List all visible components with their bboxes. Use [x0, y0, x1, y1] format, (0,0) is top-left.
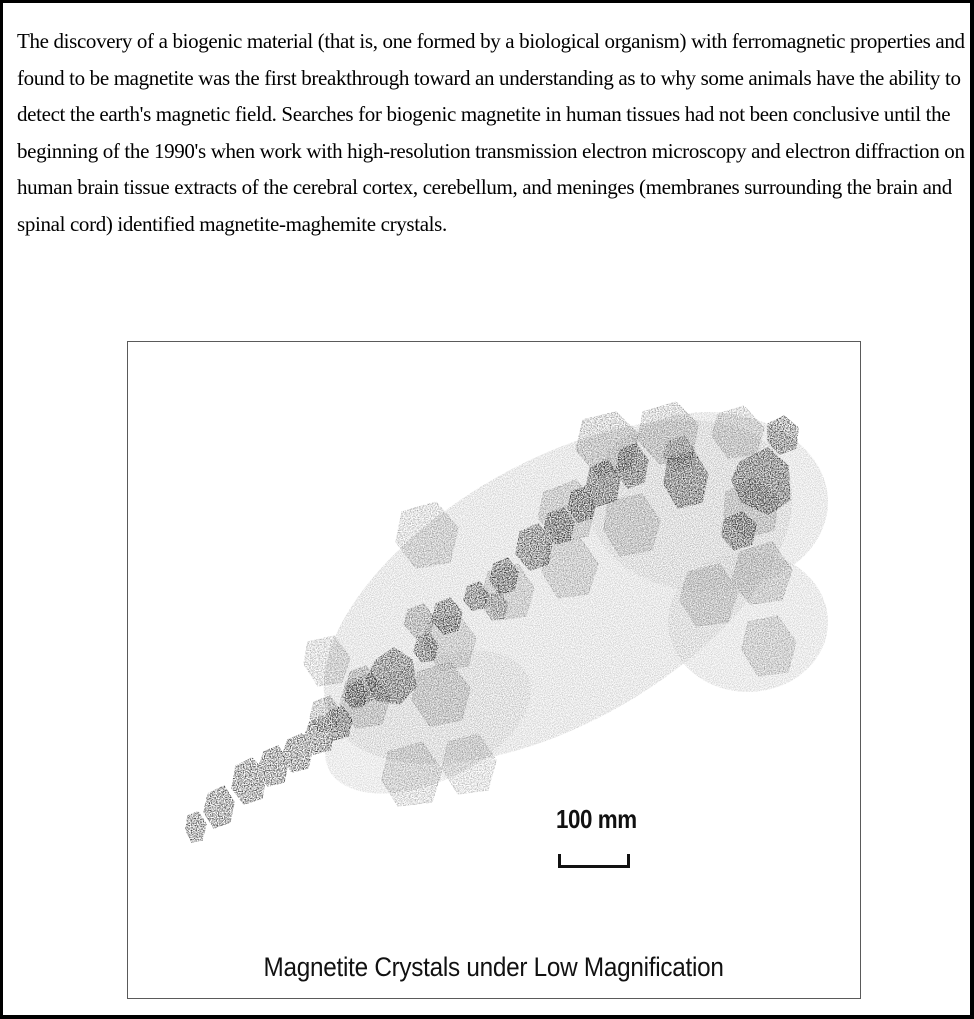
scale-bar-label: 100 mm	[556, 804, 637, 834]
magnetite-micrograph-image	[128, 342, 861, 999]
figure-caption-text: Magnetite Crystals under Low Magnification	[263, 952, 725, 982]
micrograph-figure	[127, 341, 861, 999]
body-paragraph: The discovery of a biogenic material (that is, one formed by a biological organism) with ferromagnetic properties and found to be magnetite was the first breakthrough toward an understanding as to why some animals have the ability to detect the earth's magnetic field. Searches for biogenic magnetite in human tissues had not been conclusive until the beginning of the 1990's when work with high-resolution transmission electron microscopy and electron diffraction on human brain tissue extracts of the cerebral cortex, cerebellum, and meninges (membranes surrounding the brain and spinal cord) identified magnetite-maghemite crystals.	[17, 29, 965, 236]
figure-caption	[128, 952, 860, 983]
scale-bar	[558, 854, 630, 868]
